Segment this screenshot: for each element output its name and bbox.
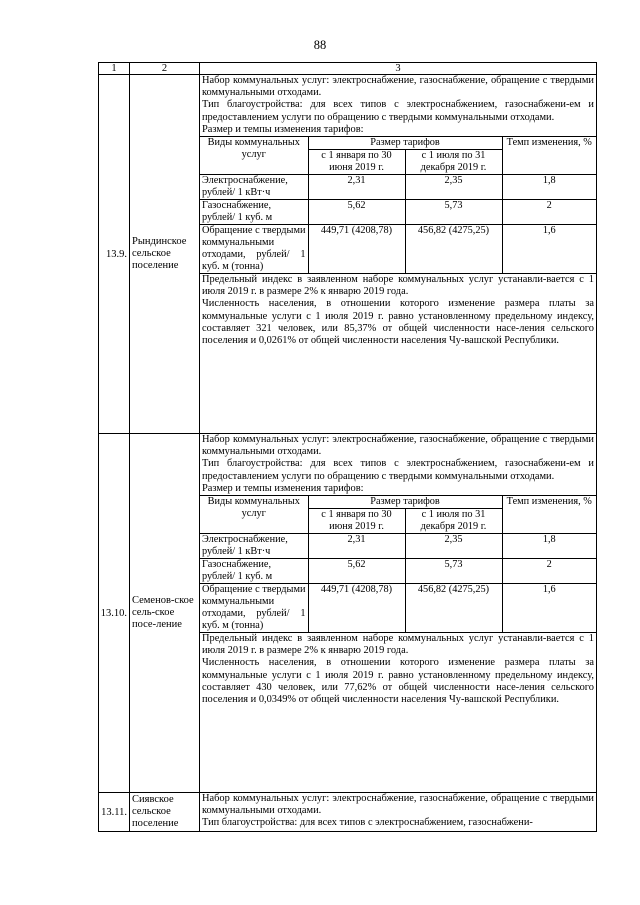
- service-name: Газоснабжение, рублей/ 1 куб. м: [200, 200, 308, 225]
- kinds-header: Виды коммунальных услуг: [200, 137, 308, 175]
- population-text: Численность населения, в отношении которого изменение размера платы за коммунальные услуги с 1 июля 2019 г. равно установленному предельному индексу, составляет 321 человек, или 85,37% от общей численности насе-ления сельского поселения и 0,0261% от общей численности населения Чу-вашской Республики.: [202, 298, 594, 347]
- service-row: [200, 584, 596, 633]
- size-header: Размер тарифов: [308, 496, 502, 509]
- row-content: [200, 434, 597, 793]
- value-rate: 1,6: [502, 584, 596, 633]
- value-period2: 456,82 (4275,25): [405, 584, 502, 633]
- index-text: Предельный индекс в заявленном наборе коммунальных услуг устанавли-вается с 1 июля 2019 г. в размере 2% к январю 2019 года.: [202, 274, 594, 298]
- value-period1: 2,31: [308, 534, 405, 559]
- header-col-2: 2: [130, 63, 200, 75]
- improvement-type: Тип благоустройства: для всех типов с электроснабжением, газоснабжени-: [202, 817, 533, 829]
- page-number: 88: [313, 38, 327, 52]
- table-row: [99, 75, 597, 434]
- table-row: [99, 793, 597, 832]
- service-name: Обращение с твердыми коммунальными отходами, рублей/ 1 куб. м (тонна): [200, 584, 308, 633]
- value-period1: 5,62: [308, 200, 405, 225]
- value-period2: 2,35: [405, 534, 502, 559]
- settlement-name: Рындинское сельское поселение: [130, 75, 200, 434]
- service-name: Электроснабжение, рублей/ 1 кВт·ч: [200, 175, 308, 200]
- improvement-type: Тип благоустройства: для всех типов с электроснабжением, газоснабжени-ем и предоставлением услуги по обращению с твердыми коммунальными отходами.: [202, 99, 594, 123]
- index-text: Предельный индекс в заявленном наборе коммунальных услуг устанавли-вается с 1 июля 2019 г. в размере 2% к январю 2019 года.: [202, 633, 594, 657]
- service-row: [200, 175, 596, 200]
- rate-header: Темп изменения, %: [502, 137, 596, 175]
- service-name: Электроснабжение, рублей/ 1 кВт·ч: [200, 534, 308, 559]
- period2-header: с 1 июля по 31 декабря 2019 г.: [405, 150, 502, 175]
- service-name: Газоснабжение, рублей/ 1 куб. м: [200, 559, 308, 584]
- header-row: [99, 63, 597, 75]
- row-number: 13.9.: [99, 75, 130, 434]
- value-rate: 2: [502, 559, 596, 584]
- value-period1: 2,31: [308, 175, 405, 200]
- service-row: [200, 534, 596, 559]
- row-content: [200, 793, 597, 832]
- value-rate: 1,8: [502, 534, 596, 559]
- row-content: [200, 75, 597, 434]
- value-period2: 456,82 (4275,25): [405, 225, 502, 274]
- value-rate: 1,6: [502, 225, 596, 274]
- service-row: [200, 200, 596, 225]
- period1-header: с 1 января по 30 июня 2019 г.: [308, 150, 405, 175]
- row-number: 13.11.: [99, 793, 130, 832]
- size-header: Размер тарифов: [308, 137, 502, 150]
- services-set: Набор коммунальных услуг: электроснабжение, газоснабжение, обращение с твердыми коммунальными отходами.: [202, 434, 594, 458]
- kinds-header: Виды коммунальных услуг: [200, 496, 308, 534]
- value-period1: 449,71 (4208,78): [308, 584, 405, 633]
- period2-header: с 1 июля по 31 декабря 2019 г.: [405, 509, 502, 534]
- tariff-table: [98, 62, 597, 832]
- value-period2: 5,73: [405, 200, 502, 225]
- header-col-3: 3: [200, 63, 597, 75]
- services-set: Набор коммунальных услуг: электроснабжение, газоснабжение, обращение с твердыми коммунальными отходами.: [202, 75, 594, 99]
- improvement-type: Тип благоустройства: для всех типов с электроснабжением, газоснабжени-ем и предоставлением услуги по обращению с твердыми коммунальными отходами.: [202, 458, 594, 482]
- value-rate: 2: [502, 200, 596, 225]
- value-period1: 5,62: [308, 559, 405, 584]
- services-set: Набор коммунальных услуг: электроснабжение, газоснабжение, обращение с твердыми коммунальными отходами.: [202, 793, 594, 817]
- value-rate: 1,8: [502, 175, 596, 200]
- population-text: Численность населения, в отношении которого изменение размера платы за коммунальные услуги с 1 июля 2019 г. равно установленному предельному индексу, составляет 430 человек, или 77,62% от общей численности насе-ления сельского поселения и 0,0349% от общей численности населения Чу-вашской Республики.: [202, 657, 594, 706]
- period1-header: с 1 января по 30 июня 2019 г.: [308, 509, 405, 534]
- tariff-subtable: [200, 136, 596, 274]
- value-period2: 2,35: [405, 175, 502, 200]
- service-row: [200, 225, 596, 274]
- service-row: [200, 559, 596, 584]
- settlement-name: Семенов-ское сель-ское посе-ление: [130, 434, 200, 793]
- tariff-title: Размер и темпы изменения тарифов:: [202, 482, 364, 494]
- value-period2: 5,73: [405, 559, 502, 584]
- rate-header: Темп изменения, %: [502, 496, 596, 534]
- row-number: 13.10.: [99, 434, 130, 793]
- header-col-1: 1: [99, 63, 130, 75]
- table-row: [99, 434, 597, 793]
- service-name: Обращение с твердыми коммунальными отходами, рублей/ 1 куб. м (тонна): [200, 225, 308, 274]
- tariff-subtable: [200, 495, 596, 633]
- settlement-name: Сиявское сельское поселение: [130, 793, 200, 832]
- tariff-title: Размер и темпы изменения тарифов:: [202, 123, 364, 135]
- value-period1: 449,71 (4208,78): [308, 225, 405, 274]
